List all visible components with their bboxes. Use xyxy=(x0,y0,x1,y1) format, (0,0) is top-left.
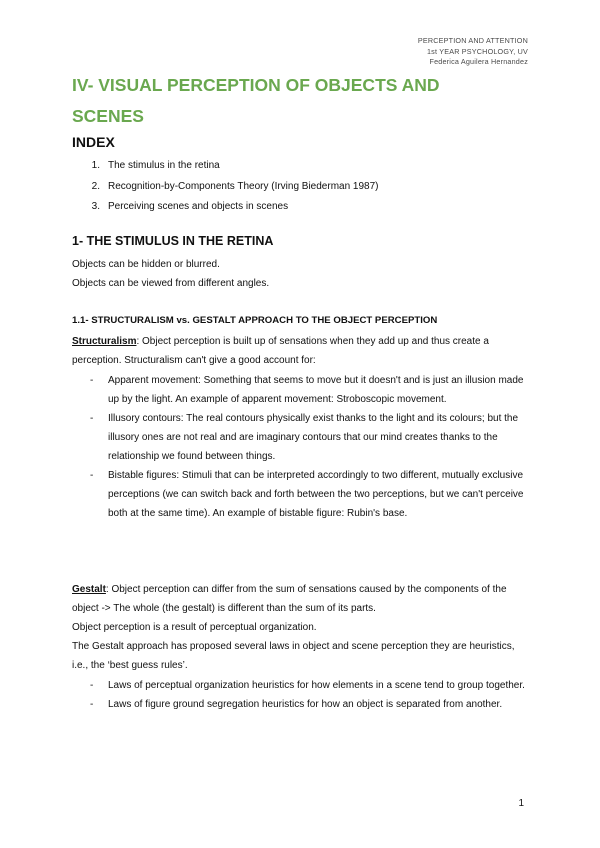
structuralism-paragraph xyxy=(72,332,528,370)
gestalt-text: : Object perception can differ from the sum of sensations caused by the components of the object -> The whole (the gestalt) is different than the sum of its parts. xyxy=(72,584,507,614)
gestalt-line: Object perception is a result of perceptual organization. xyxy=(72,622,317,633)
dash-bullet: - xyxy=(90,413,94,424)
page-number: 1 xyxy=(518,798,524,809)
intro-line: Objects can be viewed from different angles. xyxy=(72,278,270,289)
document-title: IV- VISUAL PERCEPTION OF OBJECTS AND SCENES xyxy=(72,75,440,126)
bullet-text: Apparent movement: Something that seems to move but it doesn't and is just an illusion made up by the light. An example of apparent movement: Stroboscopic movement. xyxy=(108,375,524,405)
gestalt-paragraph xyxy=(72,580,528,675)
section-heading: 1- THE STIMULUS IN THE RETINA xyxy=(72,234,274,248)
dash-bullet: - xyxy=(90,699,94,710)
index-item xyxy=(72,156,379,177)
bullet-text: Bistable figures: Stimuli that can be interpreted accordingly to two different, mutually exclusive perceptions (we can switch back and forth between the two perceptions, but we can't perceive both at the same time). An example of bistable figure: Rubin's base. xyxy=(108,470,524,519)
gestalt-term: Gestalt xyxy=(72,584,106,595)
dash-bullet: - xyxy=(90,375,94,386)
intro-line: Objects can be hidden or blurred. xyxy=(72,259,220,270)
bullet-text: Laws of figure ground segregation heuristics for how an object is separated from another. xyxy=(108,699,503,710)
list-item xyxy=(72,676,528,695)
index-item-text: Recognition-by-Components Theory (Irving Biederman 1987) xyxy=(108,180,379,192)
index-item-number: 3. xyxy=(91,201,100,212)
index-heading: INDEX xyxy=(72,134,115,150)
bullet-text: Illusory contours: The real contours physically exist thanks to the light and its colours; but the illusory ones are not real and are imaginary contours that our mind creates thanks to the relationship we found between things. xyxy=(108,413,519,462)
gestalt-line: The Gestalt approach has proposed several laws in object and scene perception they are heuristics, i.e., the ‘best guess rules’. xyxy=(72,641,515,671)
list-item xyxy=(72,371,528,409)
index-list xyxy=(72,156,379,218)
dash-bullet: - xyxy=(90,680,94,691)
structuralism-text: : Object perception is built up of sensations when they add up and thus create a perception. Structuralism can't give a good account for: xyxy=(72,336,489,366)
page-header xyxy=(418,36,528,68)
section-intro xyxy=(72,255,528,293)
list-item xyxy=(72,409,528,466)
list-item xyxy=(72,466,528,523)
header-author: Federica Aguilera Hernandez xyxy=(429,57,528,66)
index-item-number: 2. xyxy=(91,180,100,192)
header-course: PERCEPTION AND ATTENTION xyxy=(417,36,528,45)
index-item-text: Perceiving scenes and objects in scenes xyxy=(108,201,289,212)
gestalt-bullet-list xyxy=(72,676,528,714)
dash-bullet: - xyxy=(90,470,94,481)
index-item-text: The stimulus in the retina xyxy=(108,160,220,171)
bullet-text: Laws of perceptual organization heuristics for how elements in a scene tend to group together. xyxy=(108,680,525,691)
header-year: 1st YEAR PSYCHOLOGY, UV xyxy=(426,46,528,56)
structuralism-term: Structuralism xyxy=(72,336,137,347)
index-item xyxy=(72,197,379,218)
structuralism-bullet-list xyxy=(72,371,528,523)
index-item xyxy=(72,177,379,198)
list-item xyxy=(72,695,528,714)
index-item-number: 1. xyxy=(91,160,100,171)
subsection-heading: 1.1- STRUCTURALISM vs. GESTALT APPROACH TO THE OBJECT PERCEPTION xyxy=(72,315,438,326)
